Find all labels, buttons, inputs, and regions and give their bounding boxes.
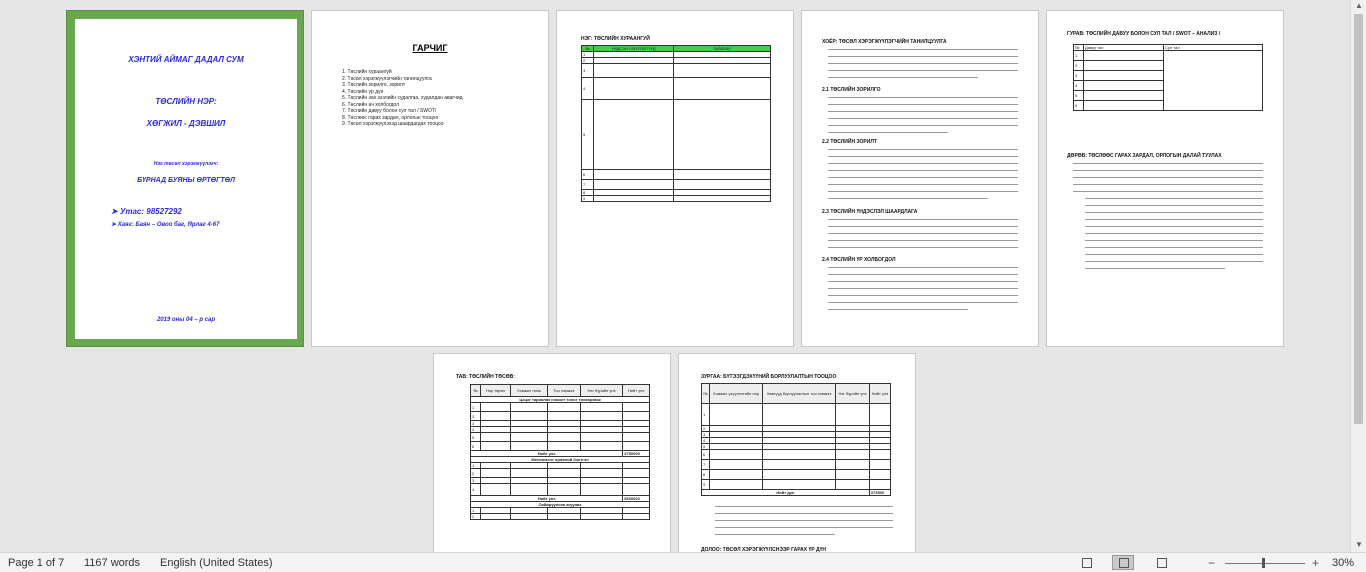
budget-section-2: Менежмент өрөөний бэлтгэл [471, 457, 650, 463]
budget-section-3: Сайжруулсан агуулах [471, 502, 650, 508]
cover-author-label: Нэг төсөл хэрэгжүүлэгч: [153, 161, 219, 167]
budget-col: Хэмжих нэгж [511, 385, 548, 397]
sales-col: Нэг бүрийн үнэ [836, 384, 870, 404]
summary-col-no: № [582, 46, 594, 52]
zoom-slider-thumb[interactable] [1262, 558, 1265, 568]
budget-total-1: 3750000 [623, 451, 650, 457]
toc-item[interactable]: 6. Төслийн ач холбогдол [342, 101, 399, 108]
budget-total-1-label: Нийт үнэ [471, 451, 623, 457]
page-6-budget[interactable] [433, 353, 671, 552]
zoom-out-icon[interactable]: − [1208, 556, 1216, 570]
intro-section-2-1: 2.1 ТӨСЛИЙН ЗОРИЛГО [822, 87, 881, 93]
sales-col: Хөвгүүд борлуулалтын тоо хэмжээ [762, 384, 835, 404]
page-1-cover[interactable] [66, 10, 304, 347]
zoom-in-icon[interactable]: + [1312, 556, 1320, 570]
budget-table: № Нэр төрөл Хэмжих нэгж Тоо хэмжээ Нэг бүрийн үнэ Нийт үнэ Цэцэг тариалах нэмэлт тоног төхөөрөмж 1 2 3 4 5 6 Нийт үнэ 3750000 Менежмент өрөөний бэлтгэл 1 2 3 4 Нийт үнэ 5600000 Сайжруулсан агуулах 1 2 [470, 384, 650, 520]
swot-col-weak: Сул тал [1164, 45, 1263, 51]
read-mode-button[interactable] [1075, 555, 1097, 570]
summary-heading: НЭГ: ТӨСЛИЙН ХУРААНГУЙ [581, 36, 650, 42]
scroll-up-icon[interactable]: ▲ [1355, 1, 1363, 10]
vertical-scrollbar[interactable] [1350, 0, 1366, 552]
page-icon [1119, 558, 1129, 568]
cover-address: ➤ Хаяг: Баян – Овоо баг, Ярлаг 4-67 [111, 222, 220, 228]
sales-total: 373500 [869, 490, 890, 496]
cover-project-name: ХӨГЖИЛ - ДЭВШИЛ [146, 119, 226, 128]
sales-total-label: Нийт дүн [702, 490, 870, 496]
cover-inner [75, 19, 297, 339]
budget-col: Нийт үнэ [623, 385, 650, 397]
summary-col-note: ТАЙЛБАР [674, 46, 771, 52]
page-4-introduction[interactable] [801, 10, 1039, 347]
status-bar [0, 552, 1366, 572]
book-icon [1082, 558, 1092, 568]
cover-project-name-label: ТӨСЛИЙН НЭР: [155, 97, 217, 106]
scroll-down-icon[interactable]: ▼ [1355, 540, 1363, 549]
toc-heading: ГАРЧИГ [412, 43, 448, 53]
intro-section-2-3: 2.3 ТӨСЛИЙН ҮНДЭСЛЭЛ ШААРДЛАГА [822, 209, 918, 215]
budget-col: № [471, 385, 481, 397]
toc-item[interactable]: 5. Төслийн зах зээлийн судалгаа, худалдан авагчид [342, 95, 463, 101]
sales-col: № [702, 384, 710, 404]
sales-col: Хэмжих үзүүлэлтийн нэр [709, 384, 762, 404]
toc-list [342, 69, 542, 128]
swot-col-strong: Давуу тал [1084, 45, 1164, 51]
toc-item[interactable]: 3. Төслийн зорилго, зорилт [342, 82, 406, 88]
language[interactable]: English (United States) [160, 557, 273, 569]
budget-total-2-label: Нийт үнэ [471, 496, 623, 502]
intro-section-2-4: 2.4 ТӨСЛИЙН ҮР ХОЛБОГДОЛ [822, 257, 896, 263]
print-layout-button[interactable] [1112, 555, 1134, 570]
budget-heading: ТАВ: ТӨСЛИЙН ТӨСӨВ: [456, 374, 515, 380]
budget-col: Нэг бүрийн үнэ [580, 385, 622, 397]
toc-item[interactable]: 4. Төслийн үр дүн [342, 88, 384, 95]
sales-table: № Хэмжих үзүүлэлтийн нэр Хөвгүүд борлуулалтын тоо хэмжээ Нэг бүрийн үнэ Нийт үнэ 1 2 3 4 5 6 7 8 9 Нийт дүн 373500 [701, 383, 891, 496]
web-layout-button[interactable] [1150, 555, 1172, 570]
page-count[interactable]: Page 1 of 7 [8, 557, 65, 569]
budget-col: Тоо хэмжээ [547, 385, 580, 397]
zoom-level[interactable]: 30% [1332, 557, 1355, 569]
sales-heading: ЗУРГАА: БҮТЭЭГДЭХҮҮНИЙ БОРЛУУЛАЛТЫН ТООЦОО [701, 374, 837, 380]
sales-heading-2: ДОЛОО: ТӨСӨЛ ХЭРЭГЖҮҮЛСНЭЭР ГАРАХ ҮР ДҮН [701, 547, 826, 552]
budget-col: Нэр төрөл [480, 385, 510, 397]
cover-phone: ➤ Утас: 98527292 [111, 207, 182, 216]
page-5-swot[interactable] [1046, 10, 1284, 347]
page-7-sales[interactable] [678, 353, 916, 552]
swot-heading: ГУРАВ: ТӨСЛИЙН ДАВУУ БОЛОН СУЛ ТАЛ / SWOT – АНАЛИЗ / [1067, 31, 1221, 37]
summary-table: № ҮНДСЭН ҮЗҮҮЛЭЛТҮҮД ТАЙЛБАР 1 2 3 4 5 6 7 8 9 [581, 45, 771, 202]
toc-item[interactable]: 7. Төслийн давуу болон сул тал / SWOT/ [342, 108, 437, 114]
toc-item[interactable]: 8. Төслөөс гарах зардал, орлогын тооцоо [342, 114, 439, 121]
toc-item[interactable]: 2. Төсөл хэрэгжүүлэгчийн танилцуулга [342, 75, 432, 82]
intro-heading: ХОЁР: ТӨСӨЛ ХЭРЭГЖҮҮЛЭГЧИЙН ТАНИЛЦУУЛГА [822, 39, 947, 45]
cover-author: БҮРНАД БУЯНЫ ӨРТӨГТӨЛ [137, 177, 235, 184]
zoom-slider[interactable] [1225, 563, 1305, 564]
sales-col: Нийт үнэ [869, 384, 890, 404]
swot-table: № Давуу тал Сул тал 1 2 3 4 5 6 [1073, 44, 1263, 111]
intro-section-2-2: 2.2 ТӨСЛИЙН ЗОРИЛТ [822, 139, 877, 145]
toc-item[interactable]: 1. Төслийн хураангуй [342, 69, 392, 75]
cover-title-aimag: ХЭНТИЙ АЙМАГ ДАДАЛ СУМ [128, 55, 244, 64]
word-count[interactable]: 1167 words [84, 557, 141, 569]
page-2-toc[interactable] [311, 10, 549, 347]
page-3-summary[interactable] [556, 10, 794, 347]
budget-total-2: 5600000 [623, 496, 650, 502]
scrollbar-thumb[interactable] [1354, 14, 1363, 424]
cover-date: 2019 оны 04 – р сар [156, 317, 216, 323]
swot-heading-2: ДӨРӨВ: ТӨСЛӨӨС ГАРАХ ЗАРДАЛ, ОРЛОГЫН ДАЛАЙ ТУУЛАХ [1067, 153, 1222, 159]
toc-item[interactable]: 9. Төсөл хэрэгжүүлэхэд шаардагдах тооцоо [342, 121, 444, 127]
budget-section-1: Цэцэг тариалах нэмэлт тоног төхөөрөмж [471, 397, 650, 403]
web-icon [1157, 558, 1167, 568]
summary-col-indicator: ҮНДСЭН ҮЗҮҮЛЭЛТҮҮД [594, 46, 674, 52]
